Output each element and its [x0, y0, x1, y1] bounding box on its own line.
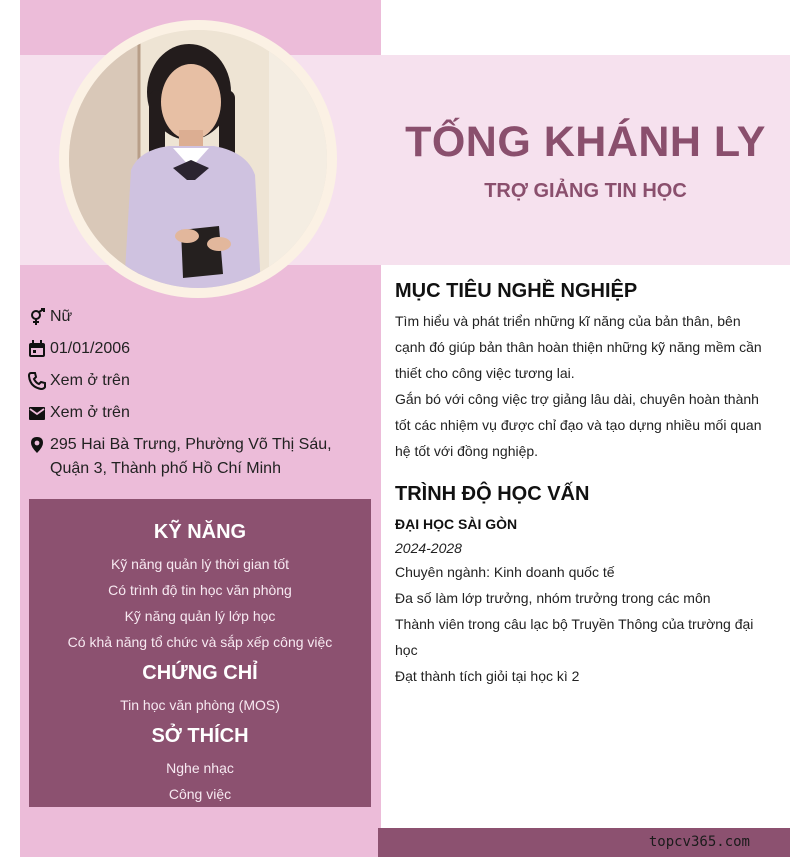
certificates-heading: CHỨNG CHỈ — [142, 662, 258, 684]
gender-icon — [28, 305, 48, 329]
objective-paragraph: Gắn bó với công việc trợ giảng lâu dài, chuyên hoàn thành tốt các nhiệm vụ được chỉ đạo và tạo dựng nhiều mối quan hệ tốt với đồng nghiệp. — [395, 391, 762, 459]
email-value[interactable]: Xem ở trên — [50, 404, 130, 421]
calendar-icon — [28, 337, 48, 361]
portrait-illustration — [69, 30, 327, 288]
school-years: 2024-2028 — [395, 540, 462, 556]
phone-icon — [28, 369, 48, 393]
location-pin-icon — [28, 433, 48, 457]
education-detail: Đa số làm lớp trưởng, nhóm trưởng trong các môn — [395, 590, 711, 606]
education-heading: TRÌNH ĐỘ HỌC VẤN — [395, 483, 590, 505]
school-name: ĐẠI HỌC SÀI GÒN — [395, 516, 518, 532]
skill-item: Kỹ năng quản lý thời gian tốt — [110, 556, 290, 572]
contact-birthday — [28, 337, 368, 361]
education-detail: Thành viên trong câu lạc bộ Truyền Thông của trường đại học — [395, 616, 754, 658]
skill-item: Có trình độ tin học văn phòng — [108, 582, 292, 598]
certificate-item: Tin học văn phòng (MOS) — [120, 697, 280, 713]
contact-gender — [28, 305, 368, 329]
contact-email — [28, 401, 368, 425]
job-title: TRỢ GIẢNG TIN HỌC — [484, 180, 687, 202]
education-detail: Chuyên ngành: Kinh doanh quốc tế — [395, 564, 615, 580]
address-value: 295 Hai Bà Trưng, Phường Võ Thị Sáu, Quận 3, Thành phố Hồ Chí Minh — [50, 436, 332, 477]
avatar — [69, 30, 327, 288]
education-detail: Đạt thành tích giỏi tại học kì 2 — [395, 668, 580, 684]
candidate-name: TỐNG KHÁNH LY — [405, 118, 766, 166]
hobby-item: Công việc — [168, 786, 232, 802]
gender-value: Nữ — [50, 308, 73, 325]
skill-item: Có khả năng tổ chức và sắp xếp công việc — [67, 634, 333, 650]
hobby-item: Nghe nhạc — [166, 760, 234, 776]
footer-bar — [378, 828, 790, 857]
objective-heading: MỤC TIÊU NGHỀ NGHIỆP — [395, 280, 638, 302]
skills-heading: KỸ NĂNG — [153, 521, 247, 543]
hobbies-heading: SỞ THÍCH — [151, 725, 249, 747]
objective-paragraph: Tìm hiểu và phát triển những kĩ năng của bản thân, bên cạnh đó giúp bản thân hoàn thiện những kỹ năng mềm cần thiết cho công việc tương lai. — [395, 313, 762, 381]
contact-phone — [28, 369, 368, 393]
brand-watermark[interactable]: topcv365.com — [648, 834, 750, 850]
contact-address — [28, 433, 368, 481]
skill-item: Kỹ năng quản lý lớp học — [124, 608, 276, 624]
email-icon — [28, 401, 48, 425]
birthday-value: 01/01/2006 — [50, 340, 131, 357]
skills-panel — [29, 499, 371, 807]
phone-value[interactable]: Xem ở trên — [50, 372, 130, 389]
